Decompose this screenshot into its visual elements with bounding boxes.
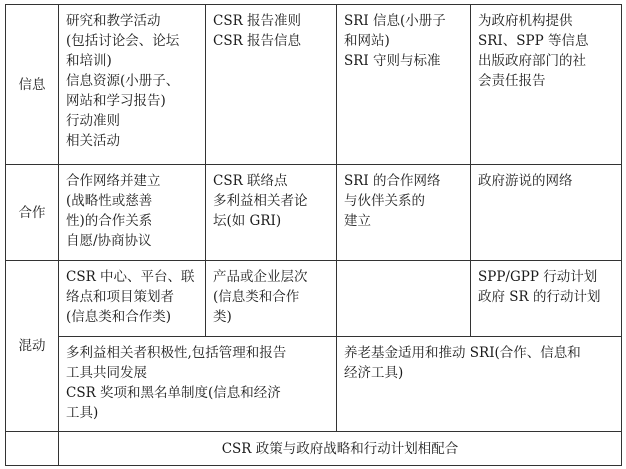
- row-mixed-wide: [6, 337, 622, 432]
- footer-empty-cell: [6, 432, 59, 466]
- cell-mixed-col1: CSR 中心、平台、联 络点和项目策划者 (信息类和合作类): [59, 261, 206, 337]
- cell-info-col4: 为政府机构提供 SRI、SPP 等信息 出版政府部门的社 会责任报告: [471, 5, 622, 165]
- cell-coop-col2: CSR 联络点 多利益相关者论 坛(如 GRI): [206, 165, 337, 261]
- row-cooperation: [6, 165, 622, 261]
- cell-mixed-col3-empty: [337, 261, 471, 337]
- row-mixed: [6, 261, 622, 337]
- row-label-mixed: 混动: [6, 261, 59, 432]
- cell-mixed-col2: 产品或企业层次 (信息类和合作 类): [206, 261, 337, 337]
- cell-mixed-wide-right: 养老基金适用和推动 SRI(合作、信息和 经济工具): [337, 337, 622, 432]
- footer-text: CSR 政策与政府战略和行动计划相配合: [59, 432, 622, 466]
- cell-info-col1: 研究和教学活动 (包括讨论会、论坛 和培训) 信息资源(小册子、 网站和学习报告) 行动准则 相关活动: [59, 5, 206, 165]
- cell-mixed-col4: SPP/GPP 行动计划 政府 SR 的行动计划: [471, 261, 622, 337]
- row-information: [6, 5, 622, 165]
- cell-coop-col3: SRI 的合作网络 与伙伴关系的 建立: [337, 165, 471, 261]
- cell-info-col3: SRI 信息(小册子 和网站) SRI 守则与标准: [337, 5, 471, 165]
- row-label-information: 信息: [6, 5, 59, 165]
- row-footer: [6, 432, 622, 466]
- cell-coop-col1: 合作网络并建立 (战略性或慈善 性)的合作关系 自愿/协商协议: [59, 165, 206, 261]
- cell-mixed-wide-left: 多利益相关者积极性,包括管理和报告 工具共同发展 CSR 奖项和黑名单制度(信息和经济 工具): [59, 337, 337, 432]
- row-label-cooperation: 合作: [6, 165, 59, 261]
- cell-coop-col4: 政府游说的网络: [471, 165, 622, 261]
- cell-info-col2: CSR 报告准则 CSR 报告信息: [206, 5, 337, 165]
- policy-matrix-table: [5, 4, 622, 466]
